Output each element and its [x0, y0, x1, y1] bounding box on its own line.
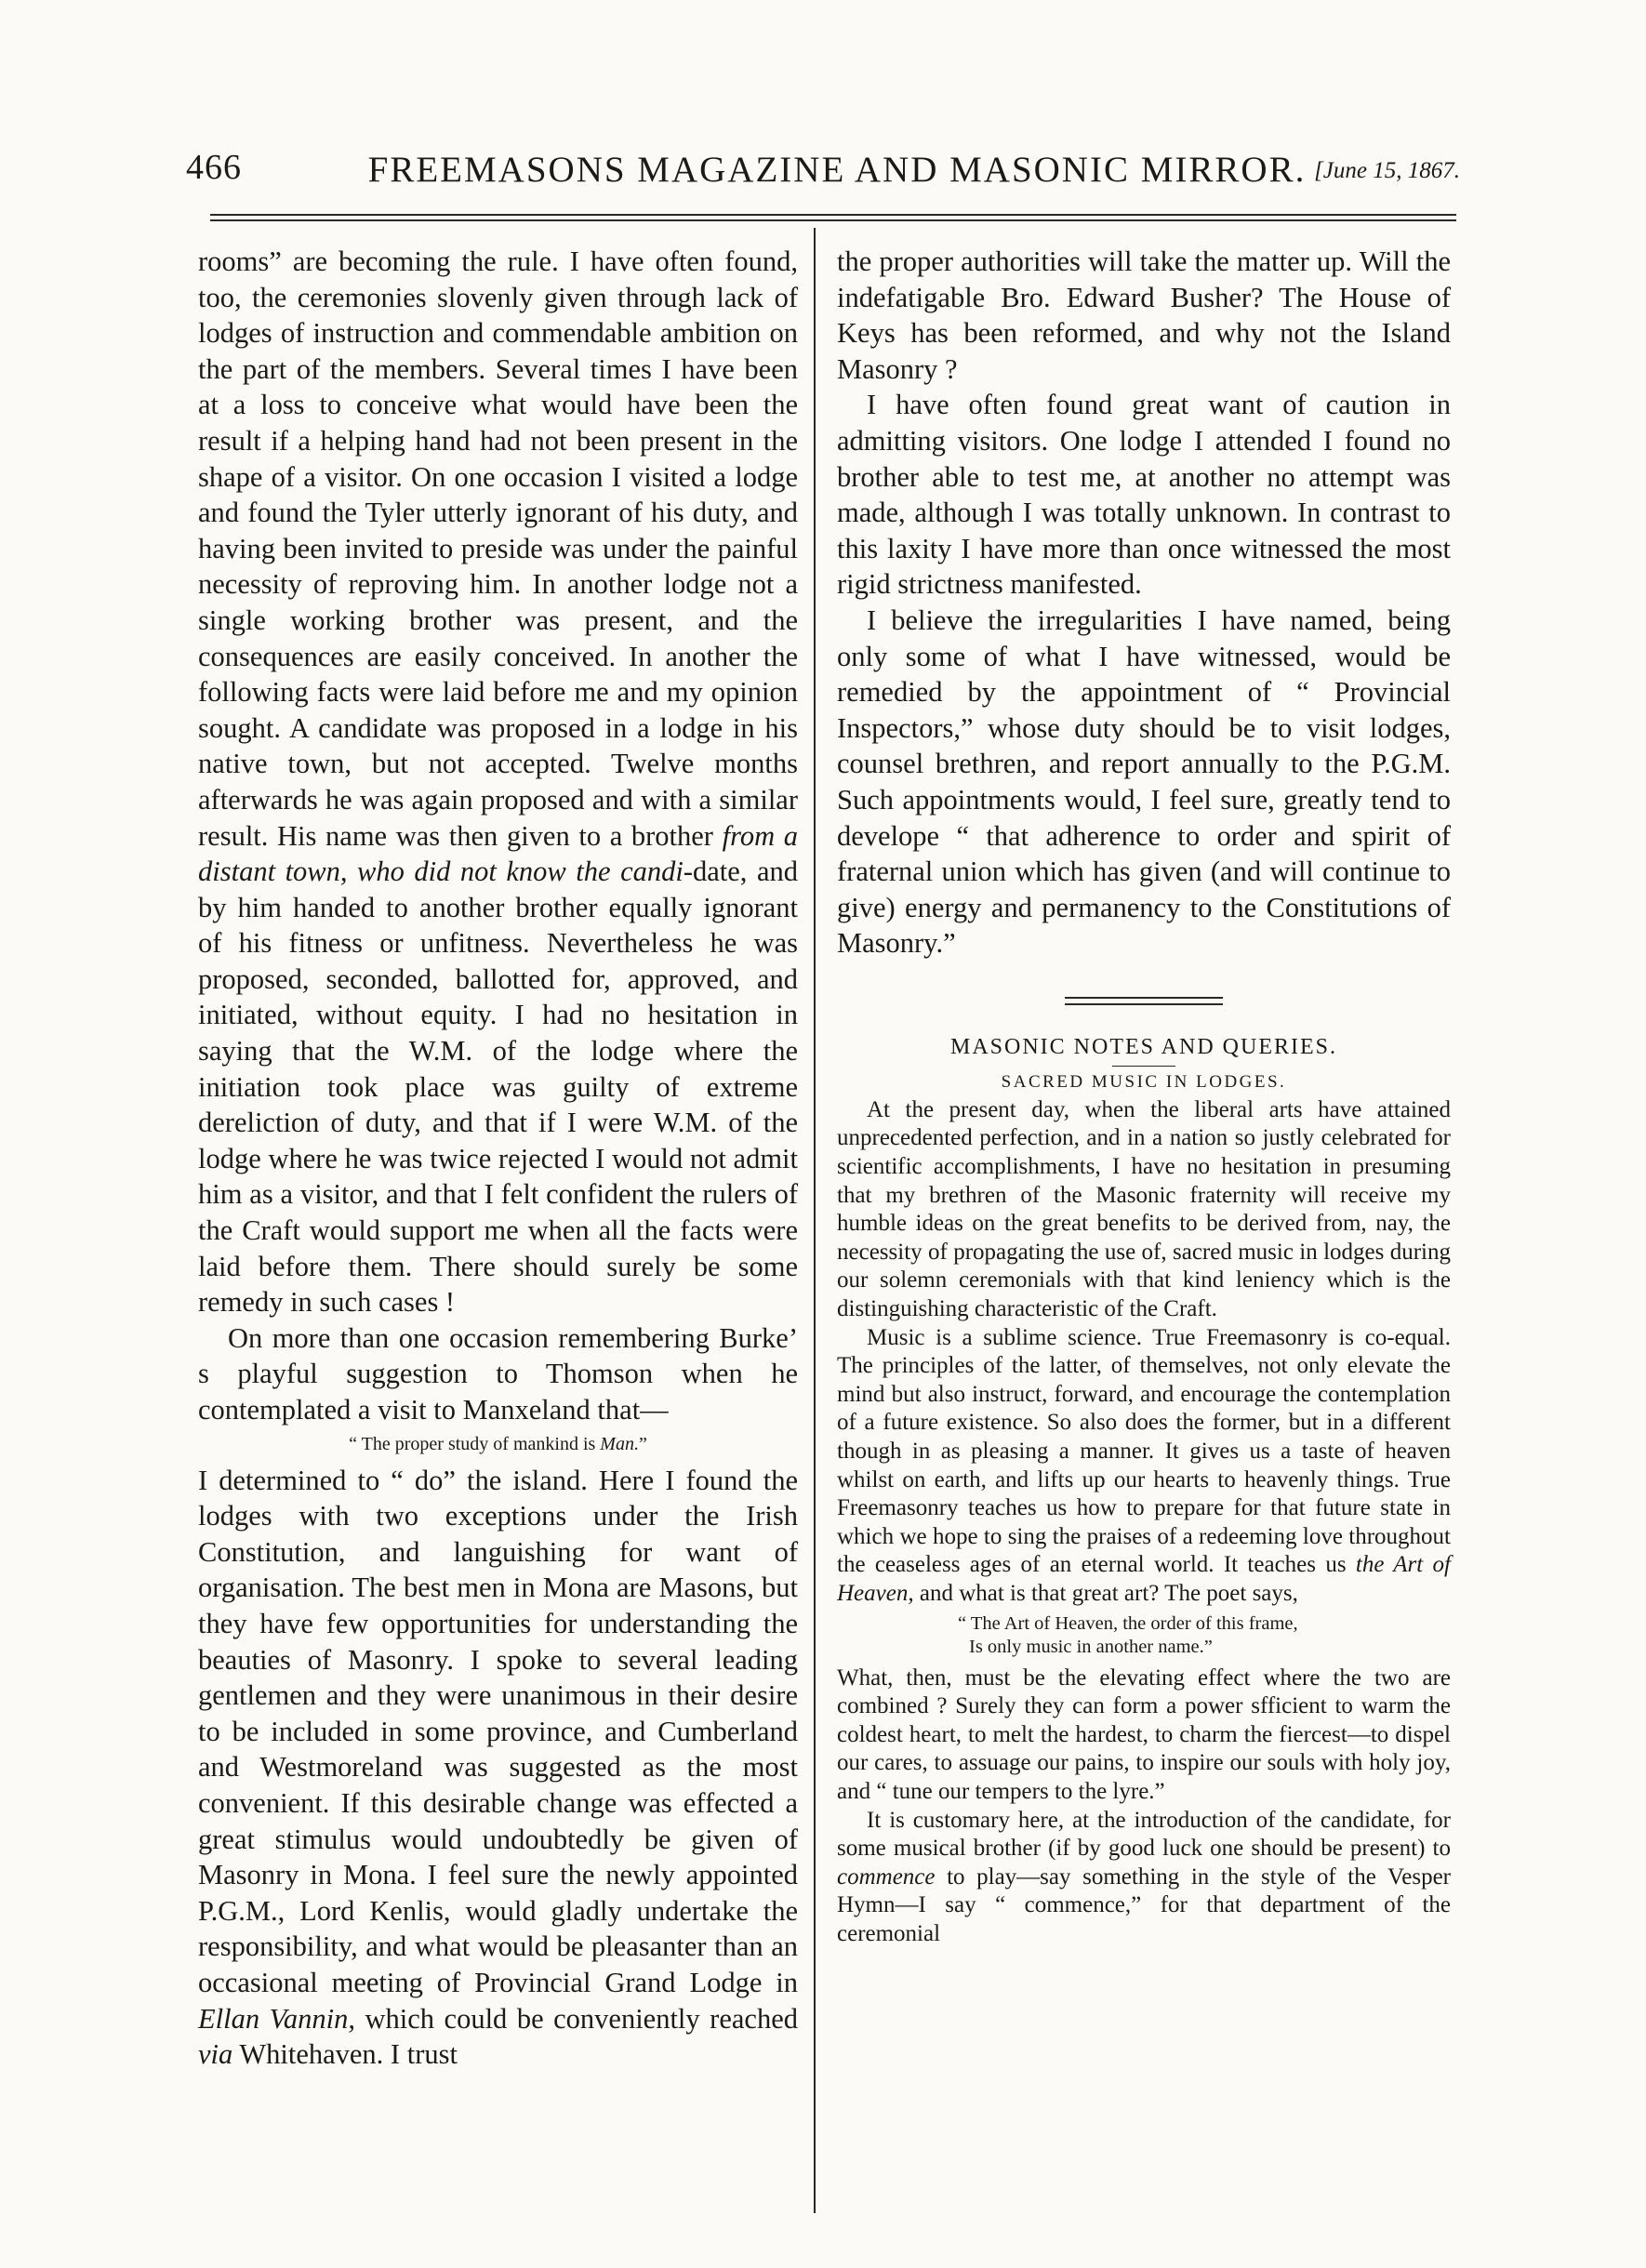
left-paragraph-1: rooms” are becoming the rule. I have often found, too, the ceremonies slovenly given through lack of lodges of instruction and commendable ambition on the part of the members. Several times I have been at a loss to conceive what would have been the result if a helping hand had not been present in the shape of a visitor. On one occasion I visited a lodge and found the Tyler utterly ignorant of his duty, and having been invited to preside was under the painful necessity of reproving him. In another lodge not a single working brother was present, and the consequences are easily conceived. In another the following facts were laid before me and my opinion sought. A candidate was proposed in a lodge in his native town, but not accepted. Twelve months afterwards he was again proposed and with a similar result. His name was then given to a brother from a distant town, who did not know the candi-date, and by him handed to another brother equally ignorant of his fitness or unfitness. Nevertheless he was proposed, seconded, ballotted for, approved, and initiated, without equity. I had no hesitation in saying that the W.M. of the lodge where the initiation took place was guilty of extreme dereliction of duty, and that if I were W.M. of the lodge where he was twice rejected I would not admit him as a visitor, and that I felt confident the rulers of the Craft would support me when all the facts were laid before them. There should surely be some remedy in such cases ! [198, 245, 798, 1319]
poem-quotation [958, 1612, 1451, 1659]
left-paragraph-3-mid: which could be conveniently reached [354, 2002, 798, 2035]
left-paragraph-1-text: rooms” are becoming the rule. I have often found, too, the ceremonies slovenly given through lack of lodges of instruction and commendable ambition on the part of the members. Several times I have been at a loss to conceive what would have been the result if a helping hand had not been present in the shape of a visitor. On one occasion I visited a lodge and found the Tyler utterly ignorant of his duty, and having been invited to preside was under the painful necessity of reproving him. In another lodge not a single working brother was present, and the consequences are easily conceived. In another the following facts were laid before me and my opinion sought. A candidate was proposed in a lodge in his native town, but not accepted. Twelve months afterwards he was again proposed and with a similar result. His name was then given to a brother [198, 245, 798, 852]
article-subheading: SACRED MUSIC IN LODGES. [1001, 1071, 1287, 1092]
left-paragraph-1-end: date, and by him handed to another brother equally ignorant of his fitness or unfitness. Nevertheless he was proposed, seconded, ballotted for, approved, and initiated, without equity. I had no hesitation in saying that the W.M. of the lodge where the initiation took place was guilty of extreme dereliction of duty, and that if I were W.M. of the lodge where he was twice rejected I would not admit him as a visitor, and that I felt confident the rulers of the Craft would support me when all the facts were laid before them. There should surely be some remedy in such cases ! [198, 855, 798, 1319]
poem-line-2: Is only music in another name.” [969, 1636, 1213, 1657]
article-paragraph-3: What, then, must be the elevating effect where the two are combined ? Surely they can form a power sfficient to warm the coldest heart, to melt the hardest, to charm the fiercest—to dispel our cares, to assuage our pains, to inspire our souls with holy joy, and “ tune our tempers to the lyre.” [837, 1665, 1451, 1804]
left-column [198, 244, 798, 2073]
left-paragraph-3-italic-1: Ellan Vannin, [198, 2002, 355, 2035]
quote-italic: Man. [600, 1433, 639, 1454]
left-paragraph-3 [198, 1463, 798, 2073]
article-paragraph-2 [837, 1324, 1451, 1609]
right-paragraph-2: I have often found great want of caution in admitting visitors. One lodge I attended I found no brother able to test me, at another no attempt was made, although I was totally unknown. In contrast to this laxity I have more than once witnessed the most rigid strictness manifested. [837, 389, 1451, 601]
article-paragraph-4-start: It is customary here, at the introduction of the candidate, for some musical brother (if by good luck one should be present) to [837, 1807, 1451, 1862]
quote-close: ” [638, 1433, 647, 1454]
left-paragraph-1-italic: from a distant town, who did not know the candi [198, 819, 798, 888]
page-number: 466 [186, 148, 242, 187]
poem-line-1: “ The Art of Heaven, the order of this frame, [958, 1612, 1298, 1634]
column-divider [814, 228, 816, 2213]
right-paragraph-1: the proper authorities will take the matter up. Will the indefatigable Bro. Edward Busher? The House of Keys has been reformed, and why not the Island Masonry ? [837, 245, 1451, 385]
issue-date: [June 15, 1867. [1314, 158, 1460, 183]
left-paragraph-3-end: Whitehaven. I trust [232, 2038, 458, 2071]
header-rule-top [210, 214, 1456, 216]
page-header [186, 147, 1460, 199]
article-paragraph-2-start: Music is a sublime science. True Freemasonry is co-equal. The principles of the latter, of themselves, not only elevate the mind but also instruct, forward, and encourage the contemplation of a future existence. So also does the former, but in a different though in as pleasing a manner. It gives us a taste of heaven whilst on earth, and lifts up our hearts to heavenly things. True Freemasonry teaches us how to prepare for that future state in which we hope to sing the praises of a redeeming love throughout the ceaseless ages of an eternal world. It teaches us [837, 1324, 1451, 1578]
article-paragraph-4-italic: commence [837, 1863, 936, 1890]
left-paragraph-3-italic-2: via [198, 2038, 233, 2071]
header-rule-bottom [210, 219, 1456, 221]
section-separator [1065, 997, 1223, 1005]
article-paragraph-4 [837, 1807, 1451, 1949]
article-paragraph-2-italic: the Art of Heaven, [837, 1552, 1452, 1606]
left-paragraph-3-start: I determined to “ do” the island. Here I found the lodges with two exceptions under the Irish Constitution, and languishing for want of organisation. The best men in Mona are Masons, but they have few opportunities for understanding the beauties of Masonry. I spoke to several leading gentlemen and they were unanimous in their desire to be included in some province, and Cumberland and Westmoreland was suggested as the most convenient. If this desirable change was effected a great stimulus would undoubtedly be given of Masonry in Mona. I feel sure the newly appointed P.G.M., Lord Kenlis, would gladly undertake the responsibility, and what would be pleasanter than an occasional meeting of Provincial Grand Lodge in [198, 1464, 798, 1998]
left-paragraph-2: On more than one occasion remembering Burke’ s playful suggestion to Thomson when he contemplated a visit to Manxeland that— [198, 1321, 798, 1426]
title-rule [1112, 1066, 1175, 1067]
quote-text: “ The proper study of mankind is [349, 1433, 601, 1454]
article-paragraph-4-end: to play—say something in the style of the Vesper Hymn—I say “ commence,” for that department of the ceremonial [837, 1863, 1451, 1946]
article-paragraph-1: At the present day, when the liberal arts have attained unprecedented perfection, and in a nation so justly celebrated for scientific accomplishments, I have no hesitation in presuming that my brethren of the Masonic fraternity will receive my humble ideas on the great benefits to be derived from, nay, the necessity of propagating the use of, sacred music in lodges during our solemn ceremonials with that kind leniency which is the distinguishing characteristic of the Craft. [837, 1096, 1451, 1322]
pope-quotation [198, 1431, 798, 1457]
right-column [837, 244, 1451, 1949]
right-paragraph-3: I believe the irregularities I have named, being only some of what I have witnessed, would be remedied by the appointment of “ Provincial Inspectors,” whose duty should be to visit lodges, counsel brethren, and report annually to the P.G.M. Such appointments would, I feel sure, greatly tend to develope “ that adherence to order and spirit of fraternal union which has given (and will continue to give) energy and permanency to the Constitutions of Masonry.” [837, 603, 1451, 960]
section-title: MASONIC NOTES AND QUERIES. [949, 1034, 1338, 1059]
magazine-title: FREEMASONS MAGAZINE AND MASONIC MIRROR. [367, 150, 1307, 190]
article-paragraph-2-end: and what is that great art? The poet says, [913, 1580, 1298, 1606]
